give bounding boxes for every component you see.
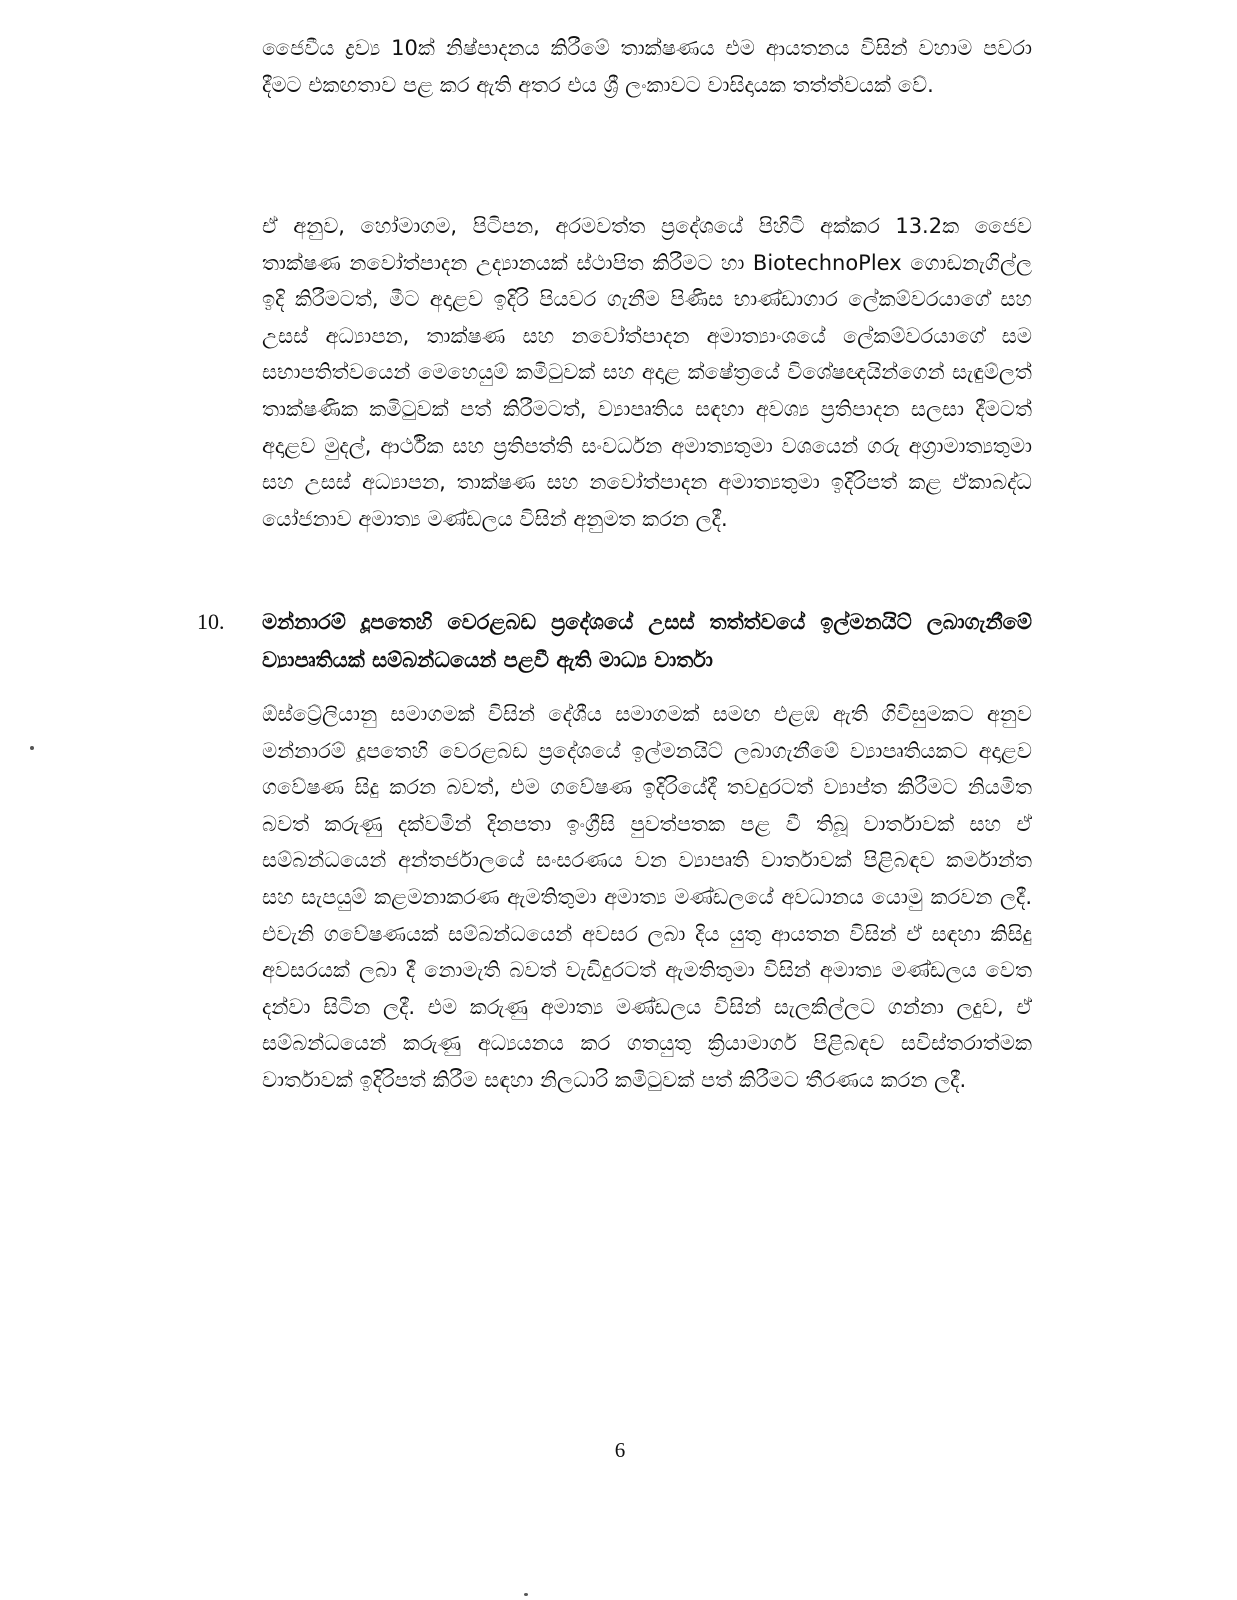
scan-speck: [524, 1593, 528, 1596]
paragraph-ilmenite-project: ඕස්ට්‍රේලියානු සමාගමක් විසින් දේශීය සමාගමක් සමඟ එළඹ ඇති ගිවිසුමකට අනුව මන්නාරම් දූපතෙහි වෙරළබඩ ප්‍රදේශයේ ඉල්මනයිට් ලබාගැනීමේ ව්‍යාපෘතියකට අදාළව ගවේෂණ සිදු කරන බවත්, එම ගවේෂණ ඉදිරියේදී තවදුරටත් ව්‍යාප්ත කිරීමට නියමිත බවත් කරුණු දක්වමින් දිනපතා ඉංග්‍රීසි පුවත්පතක පළ වී තිබූ වාර්තාවක් සහ ඒ සම්බන්ධයෙන් අන්තර්ජාලයේ සංසරණය වන ව්‍යාපෘති වාර්තාවක් පිළිබඳව කර්මාන්ත සහ සැපයුම් කළමනාකරණ ඇමතිතුමා අමාත්‍ය මණ්ඩලයේ අවධානය යොමු කරවන ලදී. එවැනි ගවේෂණයක් සම්බන්ධයෙන් අවසර ලබා දිය යුතු ආයතන විසින් ඒ සඳහා කිසිදු අවසරයක් ලබා දී නොමැති බවත් වැඩිදුරටත් ඇමතිතුමා විසින් අමාත්‍ය මණ්ඩලය වෙත දන්වා සිටින ලදී. එම කරුණු අමාත්‍ය මණ්ඩලය විසින් සැලකිල්ලට ගන්නා ලදුව, ඒ සම්බන්ධයෙන් කරුණු අධ්‍යයනය කර ගතයුතු ක්‍රියාමාර්ග පිළිබඳව සවිස්තරාත්මක වාර්තාවක් ඉදිරිපත් කිරීම සඳහා නිලධාරි කමිටුවක් පත් කිරීමට තීරණය කරන ලදී.: [262, 702, 1032, 1092]
paragraph-biotechnology-park: ඒ අනුව, හෝමාගම, පිටිපන, අරමවත්ත ප්‍රදේශයේ පිහිටි අක්කර 13.2ක ජෛව තාක්ෂණ නවෝත්පාදන උද්‍යානයක් ස්ථාපිත කිරීමට හා BiotechnoPlex ගොඩනැගිල්ල ඉදි කිරීමටත්, මීට අදාළව ඉදිරි පියවර ගැනීම පිණිස භාණ්ඩාගාර ලේකම්වරයාගේ සහ උසස් අධ්‍යාපන, තාක්ෂණ සහ නවෝත්පාදන අමාත්‍යාංශයේ ලේකම්වරයාගේ සම සභාපතිත්වයෙන් මෙහෙයුම් කමිටුවක් සහ අදාළ ක්ෂේත්‍රයේ විශේෂඥයින්ගෙන් සැඳුම්ලත් තාක්ෂණික කමිටුවක් පත් කිරීමටත්, ව්‍යාපෘතිය සඳහා අවශ්‍ය ප්‍රතිපාදන සලසා දීමටත් අදාළව මුදල්, ආර්ථික සහ ප්‍රතිපත්ති සංවර්ධන අමාත්‍යතුමා වශයෙන් ගරු අග්‍රාමාත්‍යතුමා සහ උසස් අධ්‍යාපන, තාක්ෂණ සහ නවෝත්පාදන අමාත්‍යතුමා ඉදිරිපත් කළ ඒකාබද්ධ යෝජනාව අමාත්‍ය මණ්ඩලය විසින් අනුමත කරන ලදී.: [262, 214, 1032, 531]
scan-speck: [30, 746, 34, 750]
section-title: මන්නාරම් දූපතෙහි වෙරළබඩ ප්‍රදේශයේ උසස් තත්ත්වයේ ඉල්මනයිට් ලබාගැනීමේ ව්‍යාපෘතියක් සම්බන්ධයෙන් පළවී ඇති මාධ්‍ය වාර්තා: [262, 610, 1032, 672]
section-number: 10.: [197, 609, 225, 634]
page-number: 6: [614, 1438, 626, 1462]
paragraph-biomaterials-technology: ජෛවීය ද්‍රව්‍ය 10ක් නිෂ්පාදනය කිරීමේ තාක්ෂණය එම ආයතනය විසින් වහාම පවරා දීමට එකඟතාව පළ කර ඇති අතර එය ශ්‍රී ලංකාවට වාසිදායක තත්ත්වයක් වේ.: [262, 36, 1032, 97]
